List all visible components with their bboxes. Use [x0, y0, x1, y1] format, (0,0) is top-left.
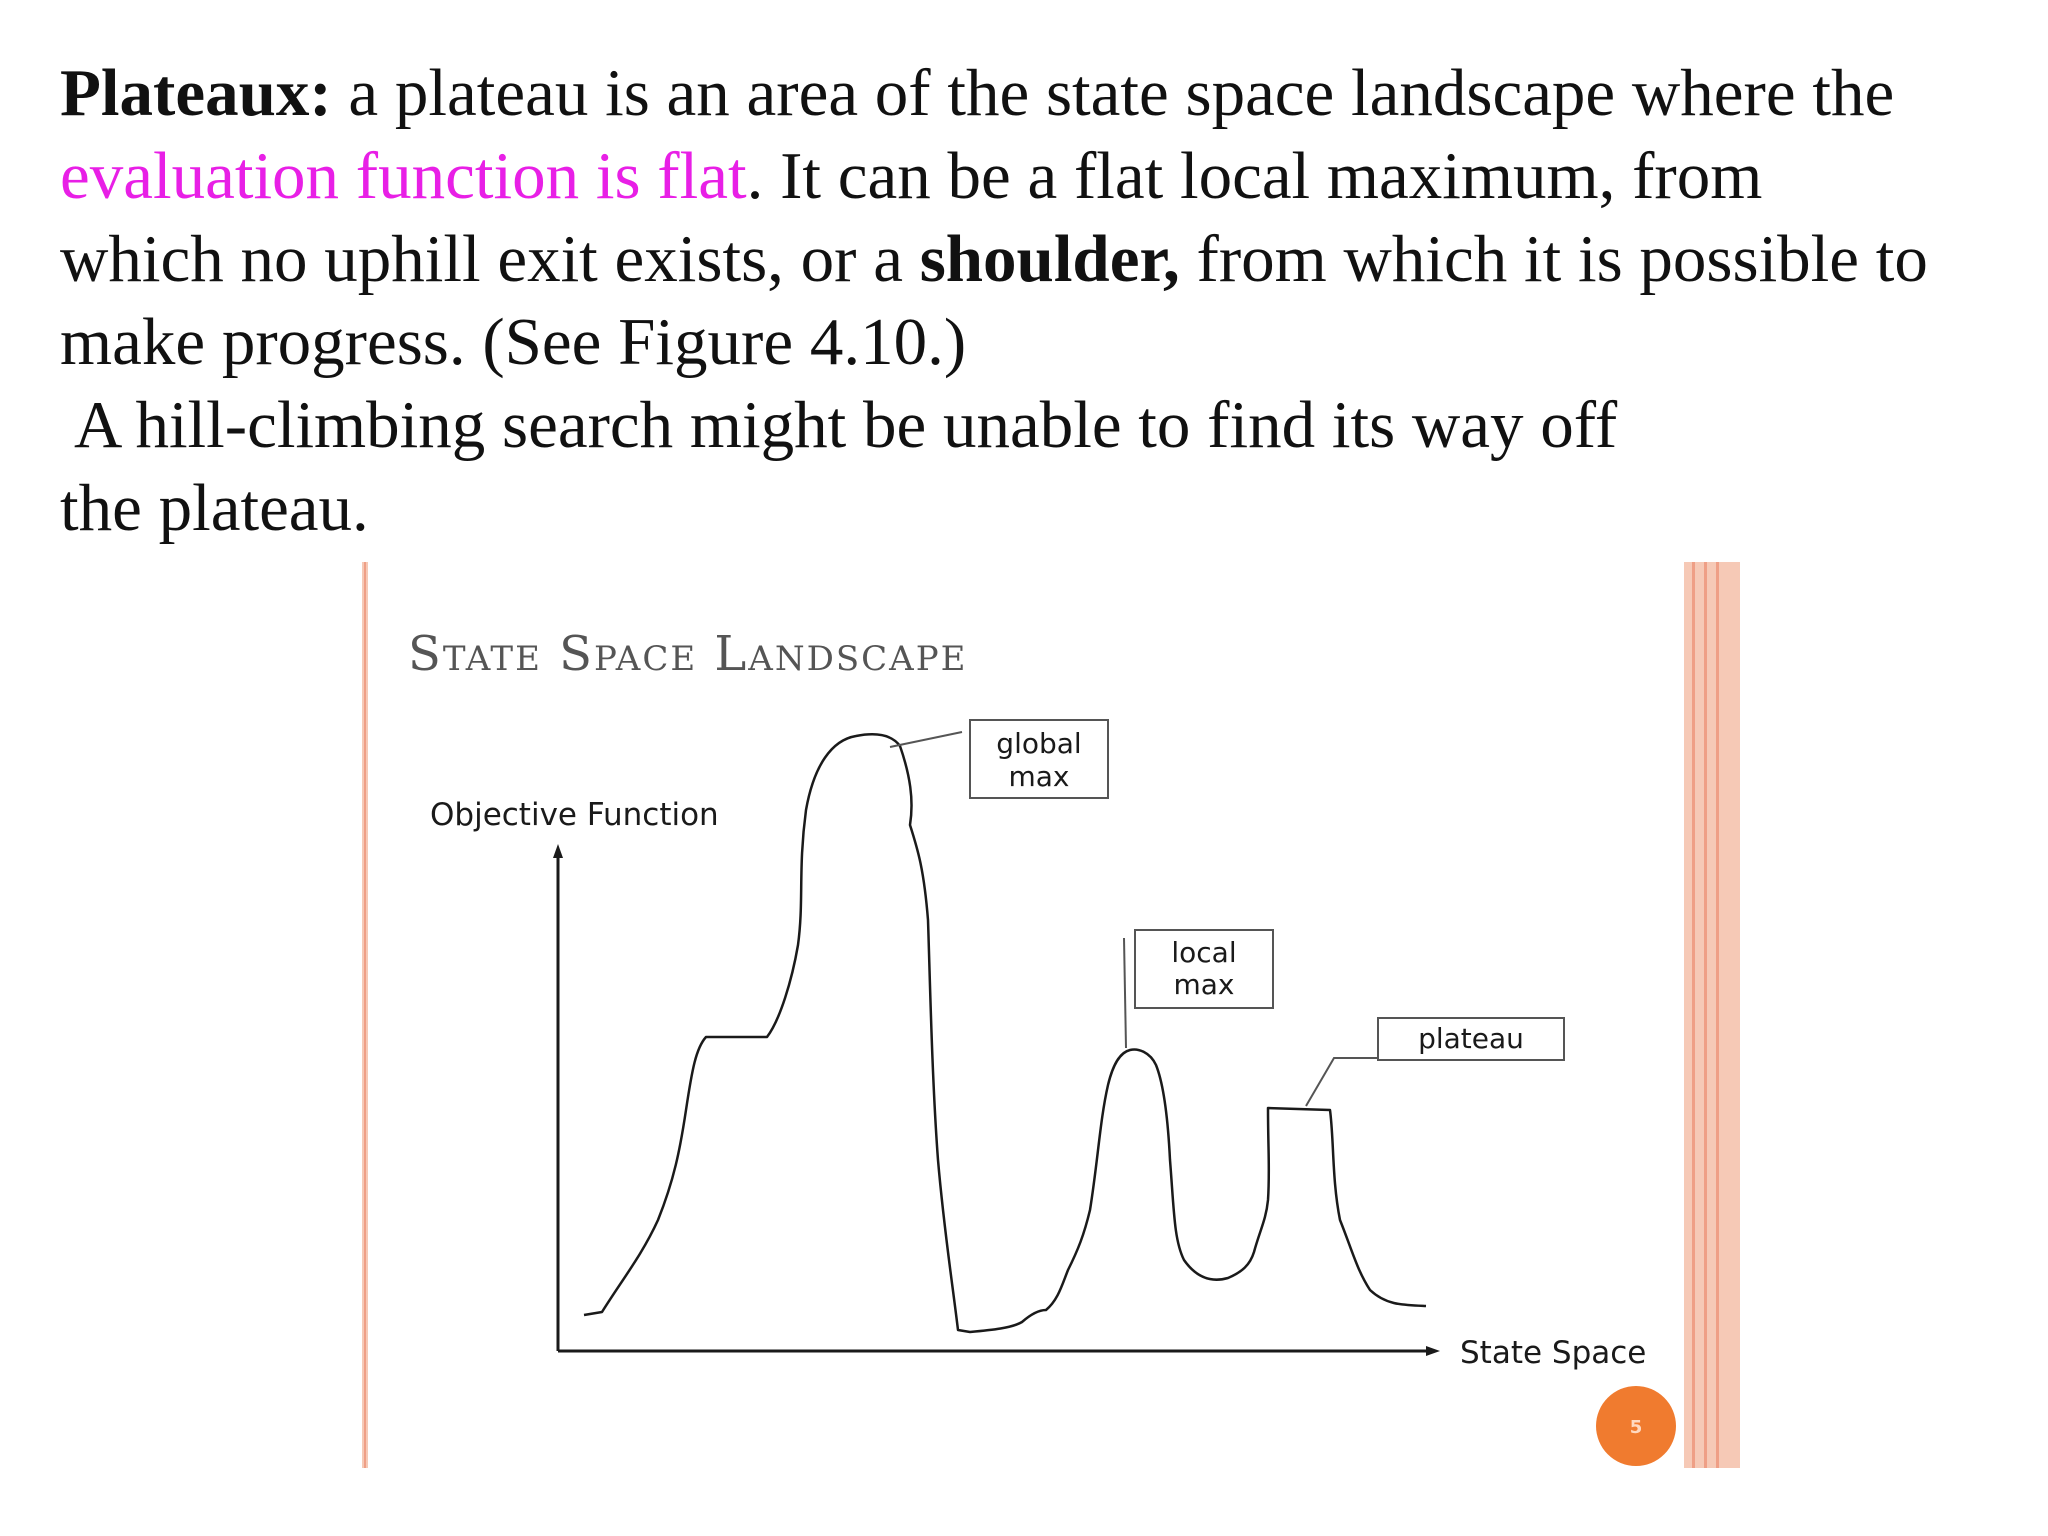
slide-body-text	[60, 52, 2020, 550]
text-line-6: the plateau.	[60, 471, 369, 545]
line3-end-text: from which it is possible to	[1179, 222, 1928, 296]
highlighted-phrase: evaluation function is flat	[60, 139, 747, 213]
local-max-label-line1: local	[1171, 936, 1237, 969]
global-max-label-line2: max	[1008, 760, 1070, 793]
global-max-label-line1: global	[996, 727, 1082, 760]
x-axis-arrowhead	[1426, 1346, 1440, 1356]
text-line-1	[60, 52, 2020, 135]
local-max-label-line2: max	[1173, 968, 1235, 1001]
y-axis-arrowhead	[553, 844, 563, 858]
plateau-label: plateau	[1418, 1022, 1524, 1055]
text-line-5: A hill-climbing search might be unable to find its way off	[74, 388, 1618, 462]
y-axis-label: Objective Function	[430, 797, 719, 833]
page-number: 5	[1629, 1417, 1643, 1438]
plateau-leader	[1306, 1058, 1378, 1106]
state-space-landscape-figure	[362, 560, 1742, 1470]
right-border-line-2	[1704, 562, 1707, 1468]
right-border-line-3	[1716, 562, 1719, 1468]
term-plateaux: Plateaux:	[60, 56, 332, 130]
global-max-leader	[890, 732, 962, 747]
line3-start-text: which no uphill exit exists, or a	[60, 222, 920, 296]
x-axis-label: State Space	[1460, 1335, 1647, 1371]
intro-text: a plateau is an area of the state space landscape where the	[331, 56, 1895, 130]
text-line-4: make progress. (See Figure 4.10.)	[60, 305, 967, 379]
local-max-leader	[1124, 938, 1126, 1048]
term-shoulder: shoulder,	[919, 222, 1180, 296]
text-line-2	[60, 135, 2020, 218]
text-line-3	[60, 218, 2020, 301]
left-border-stripe-line	[364, 562, 366, 1468]
figure-title: State Space Landscape	[408, 626, 968, 682]
after-highlight-text: . It can be a flat local maximum, from	[746, 139, 1763, 213]
figure-canvas	[362, 560, 1742, 1470]
right-border-line-1	[1692, 562, 1695, 1468]
